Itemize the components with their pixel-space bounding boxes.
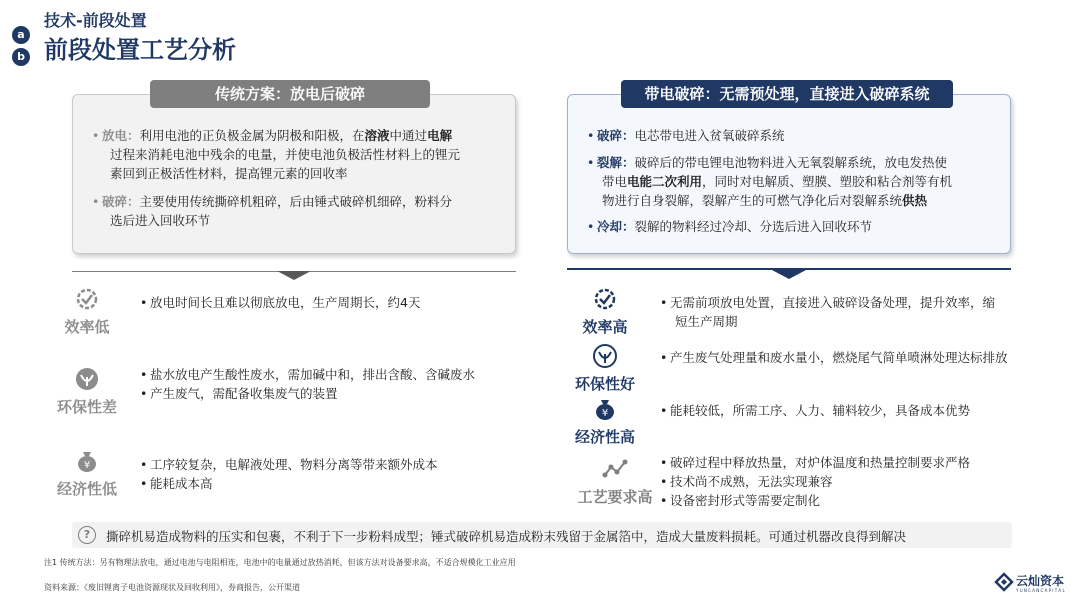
left-divider-arrow — [277, 271, 311, 280]
left-row-efficiency — [42, 286, 132, 337]
discharge-bold-solution: 溶液 — [364, 128, 390, 143]
right-process-bullets: • 破碎过程中释放热量，对炉体温度和热量控制要求严格 • 技术尚不成熟，无法实现兼容 • 设备密封形式等需要定制化 — [660, 455, 971, 508]
question-icon: ? — [78, 526, 96, 544]
traditional-scheme-tag: 传统方案：放电后破碎 — [150, 80, 430, 108]
pyrolysis-l3-bold: 供热 — [902, 193, 928, 208]
right-crush-key: 破碎： — [597, 128, 635, 143]
right-row-efficiency — [560, 286, 650, 337]
pyrolysis-line1: 破碎后的带电锂电池物料进入无氧裂解系统，放电发热使 — [634, 155, 948, 170]
company-logo-icon — [994, 572, 1014, 592]
crush-line2: 选后进入回收环节 — [110, 213, 211, 228]
svg-text:¥: ¥ — [83, 460, 91, 471]
page-title: 前段处置工艺分析 — [44, 36, 236, 64]
right-eco-label: 环保性好 — [574, 375, 635, 393]
left-item-discharge: • 放电：利用电池的正负极金属为阴极和阳极，在溶液中通过电解 过程来消耗电池中残余的电量，并使电池负极活性材料上的锂元 素回到正极活性材料，提高锂元素的回收率 — [92, 126, 506, 183]
right-process-bullet-3: 设备密封形式等需要定制化 — [670, 493, 821, 508]
left-efficiency-label: 效率低 — [64, 318, 110, 336]
gear-check-icon — [592, 286, 618, 312]
money-bag-icon — [592, 396, 618, 422]
left-row-economy — [42, 448, 132, 499]
left-eco-bullet-2: 产生废气，需配备收集废气的装置 — [150, 386, 338, 401]
right-item-pyrolysis: • 裂解：破碎后的带电锂电池物料进入无氧裂解系统，放电发热使 带电电能二次利用，同时对电解质、塑膜、塑胶和粘合剂等有机 物进行自身裂解，裂解产生的可燃气净化后对裂解系统供热 — [587, 155, 953, 208]
right-efficiency-label: 效率高 — [582, 318, 628, 336]
right-efficiency-bullet-1: 无需前项放电处置，直接进入破碎设备处理，提升效率，缩 — [670, 295, 996, 310]
leaf-icon — [74, 366, 100, 392]
source-note: 资料来源：《废旧锂离子电池资源现状及回收利用》，券商报告，公开渠道 — [44, 583, 300, 592]
left-eco-bullets: • 盐水放电产生酸性废水，需加碱中和，排出含酸、含碱废水 • 产生废气，需配备收集废气的装置 — [140, 367, 476, 401]
right-divider-arrow — [772, 270, 806, 279]
crush-key: 破碎： — [102, 194, 140, 209]
pyrolysis-l2a: 带电 — [602, 174, 628, 189]
charged-crushing-tag: 带电破碎：无需预处理，直接进入破碎系统 — [621, 80, 953, 108]
footnote-1: 注1 传统方法：另有物理法放电，通过电池与电阻相连，电池中的电量通过放热消耗，但该方法对设备要求高，不适合规模化工业应用 — [44, 558, 516, 567]
right-process-label: 工艺要求高 — [577, 488, 653, 506]
right-economy-bullet-1: 能耗较低，所需工序、人力、辅料较少，具备成本优势 — [670, 403, 971, 418]
right-eco-bullets: • 产生废气处理量和废水量小，燃烧尾气简单喷淋处理达标排放 — [660, 350, 1008, 365]
left-economy-bullet-2: 能耗成本高 — [150, 476, 213, 491]
left-item-crush: • 破碎：主要使用传统撕碎机粗碎，后由锤式破碎机细碎，粉料分 选后进入回收环节 — [92, 192, 506, 230]
right-row-economy — [560, 396, 650, 447]
left-efficiency-bullets: • 放电时间长且难以彻底放电，生产周期长，约4天 — [140, 295, 421, 310]
left-economy-bullet-1: 工序较复杂，电解液处理、物料分离等带来额外成本 — [150, 457, 438, 472]
crush-line1: 主要使用传统撕碎机粗碎，后由锤式破碎机细碎，粉料分 — [139, 194, 453, 209]
right-economy-label: 经济性高 — [574, 428, 635, 446]
discharge-text: 利用电池的正负极金属为阴极和阳极，在 — [139, 128, 365, 143]
cooling-key: 冷却： — [597, 219, 635, 234]
right-item-cooling: • 冷却：裂解的物料经过冷却、分选后进入回收环节 — [587, 219, 873, 234]
pyrolysis-l2b: ，同时对电解质、塑膜、塑胶和粘合剂等有机 — [702, 174, 953, 189]
left-row-eco — [42, 366, 132, 417]
discharge-line3: 素回到正极活性材料，提高锂元素的回收率 — [110, 166, 348, 181]
left-eco-label: 环保性差 — [56, 398, 117, 416]
pyrolysis-l2-bold: 电能二次利用 — [627, 174, 703, 189]
badge-b: b — [12, 48, 30, 66]
right-row-eco — [560, 343, 650, 394]
left-economy-label: 经济性低 — [56, 480, 117, 498]
right-row-process — [560, 456, 670, 507]
discharge-line2: 过程来消耗电池中残余的电量，并使电池负极活性材料上的锂元 — [110, 147, 461, 162]
line-chart-icon — [602, 456, 628, 482]
leaf-icon — [592, 343, 618, 369]
right-process-bullet-2: 技术尚不成熟，无法实现兼容 — [670, 474, 833, 489]
right-eco-bullet-1: 产生废气处理量和废水量小，燃烧尾气简单喷淋处理达标排放 — [670, 350, 1008, 365]
company-logo-text: 云灿资本 — [1016, 574, 1065, 588]
gear-check-icon — [74, 286, 100, 312]
pyrolysis-l3a: 物进行自身裂解，裂解产生的可燃气净化后对裂解系统 — [602, 193, 903, 208]
discharge-text-b: 中通过 — [389, 128, 428, 143]
left-efficiency-bullet-1: 放电时间长且难以彻底放电，生产周期长，约4天 — [150, 295, 421, 310]
left-economy-bullets: • 工序较复杂，电解液处理、物料分离等带来额外成本 • 能耗成本高 — [140, 457, 438, 491]
right-efficiency-bullet-1-cont: 短生产周期 — [675, 314, 738, 329]
left-eco-bullet-1: 盐水放电产生酸性废水，需加碱中和，排出含酸、含碱废水 — [150, 367, 476, 382]
right-process-bullet-1: 破碎过程中释放热量，对炉体温度和热量控制要求严格 — [670, 455, 971, 470]
svg-text:¥: ¥ — [601, 408, 609, 419]
right-efficiency-bullets: • 无需前项放电处置，直接进入破碎设备处理，提升效率，缩 短生产周期 — [660, 293, 1030, 331]
company-logo-subtext: Y U N C A N C A P I T A L — [1016, 588, 1065, 593]
right-economy-bullets: • 能耗较低，所需工序、人力、辅料较少，具备成本优势 — [660, 403, 971, 418]
section-subtitle: 技术-前段处置 — [44, 11, 147, 30]
badge-a: a — [12, 26, 30, 44]
bottom-note-text: 撕碎机易造成物料的压实和包裹，不利于下一步粉料成型；锤式破碎机易造成粉末残留于金属箔中，造成大量废料损耗。可通过机器改良得到解决 — [106, 529, 907, 544]
discharge-key: 放电： — [102, 128, 140, 143]
pyrolysis-key: 裂解： — [597, 155, 635, 170]
discharge-bold-electrolysis: 电解 — [427, 128, 453, 143]
right-item-crush: • 破碎：电芯带电进入贫氧破碎系统 — [587, 128, 785, 143]
right-crush-line1: 电芯带电进入贫氧破碎系统 — [634, 128, 785, 143]
money-bag-icon — [74, 448, 100, 474]
cooling-line1: 裂解的物料经过冷却、分选后进入回收环节 — [634, 219, 873, 234]
